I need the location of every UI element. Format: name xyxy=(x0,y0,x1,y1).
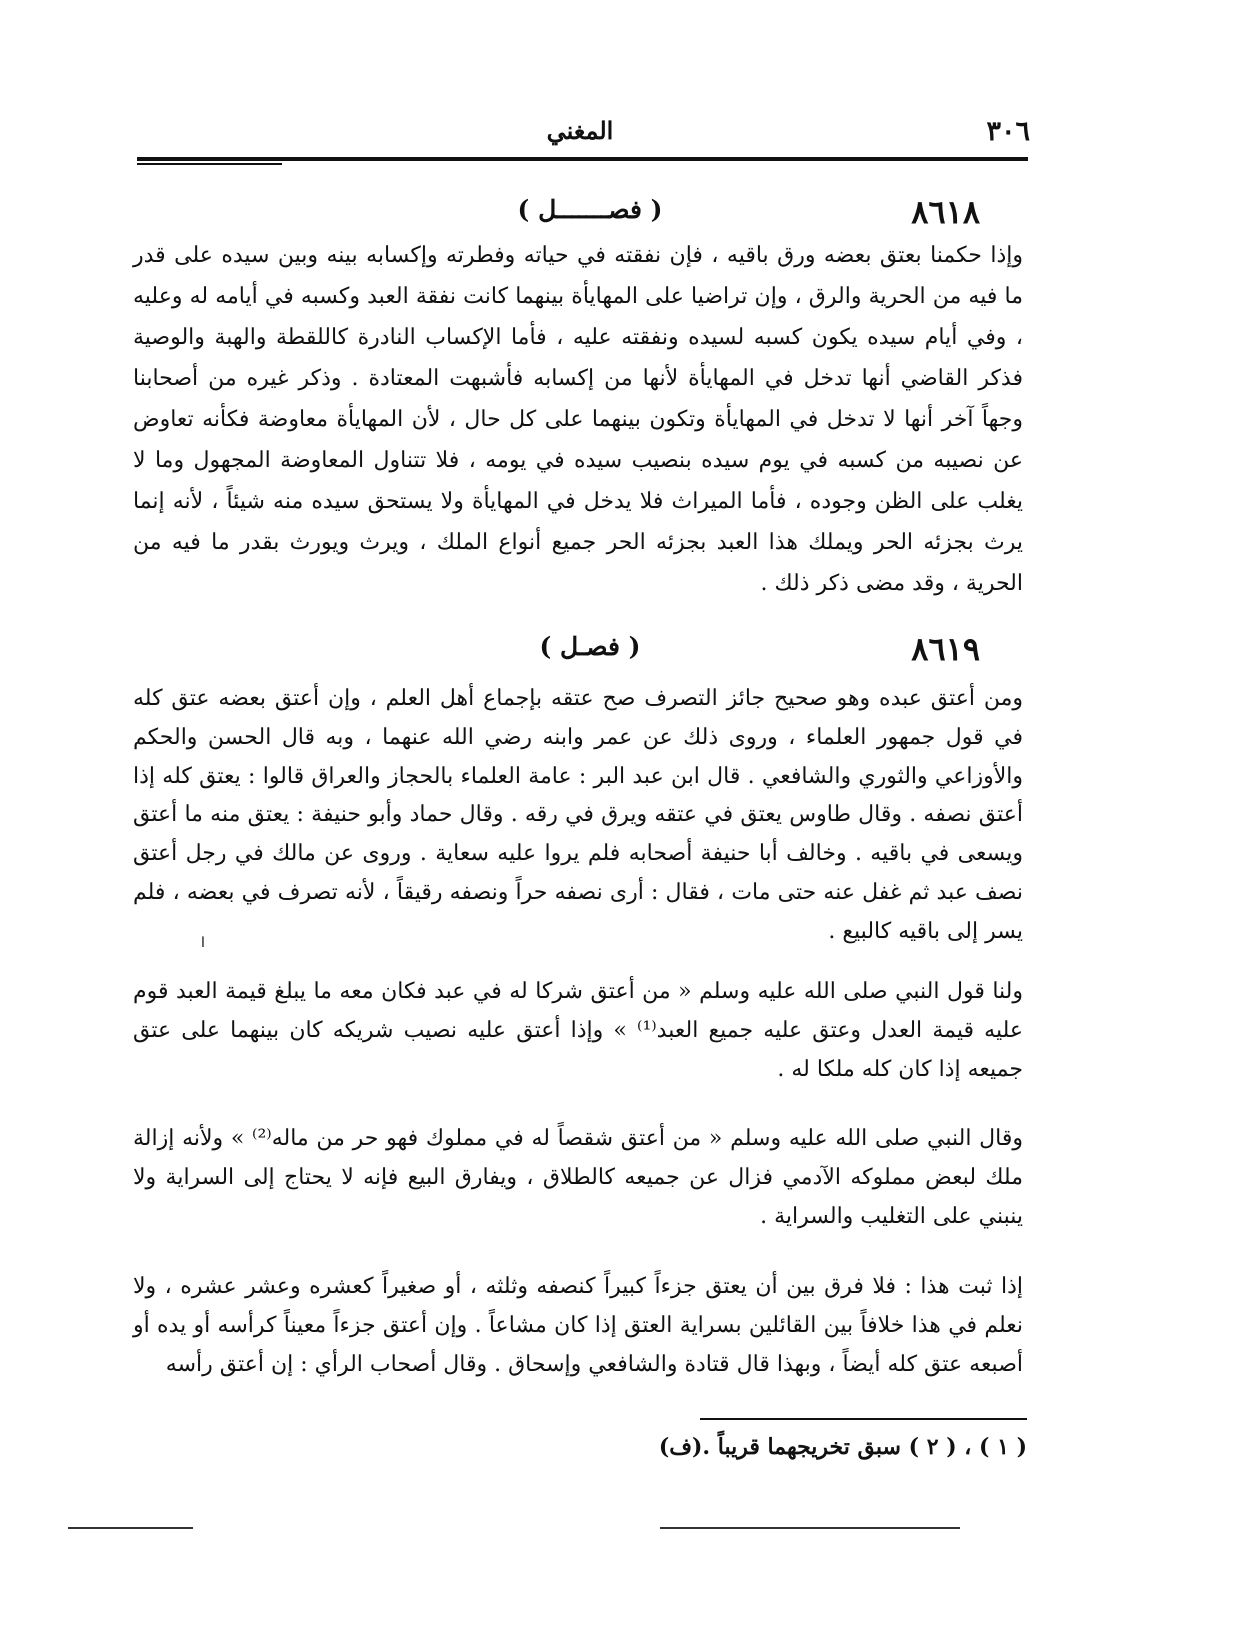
section-title: ( فصـل ) xyxy=(539,632,641,661)
section-title: ( فصـــــــل ) xyxy=(517,195,663,224)
paragraph: ولنا قول النبي صلى الله عليه وسلم « من أعتق شركا له في عبد فكان معه ما يبلغ قيمة العبد قوم عليه قيمة العدل وعتق عليه جميع العبد⁽¹⁾ » وإذا أعتق عليه نصيب شريكه كان بينهما على عتق جميعه إذا كان كله ملكا له . xyxy=(133,979,1023,1082)
section-number: ٨٦١٨ xyxy=(911,193,980,231)
paragraph: ومن أعتق عبده وهو صحيح جائز التصرف صح عتقه بإجماع أهل العلم ، وإن أعتق بعضه عتق كله في قول جمهور العلماء ، وروى ذلك عن عمر وابنه رضي الله عنهما ، وبه قال الحسن والحكم والأوزاعي والثوري والشافعي . قال ابن عبد البر : عامة العلماء بالحجاز والعراق قالوا : يعتق كله إذا أعتق نصفه . وقال طاوس يعتق في عتقه ويرق في رقه . وقال حماد وأبو حنيفة : يعتق منه ما أعتق ويسعى في باقيه . وخالف أبا حنيفة أصحابه فلم يروا عليه سعاية . وروى عن مالك في رجل أعتق نصف عبد ثم غفل عنه حتى مات ، فقال : أرى نصفه حراً ونصفه رقيقاً ، لأنه تصرف في بعضه ، فلم يسر إلى باقيه كالبيع . xyxy=(133,686,1023,944)
running-title: المغني xyxy=(546,116,614,145)
paragraph: وقال النبي صلى الله عليه وسلم « من أعتق شقصاً له في مملوك فهو حر من ماله⁽²⁾ » ولأنه إزالة ملك لبعض مملوكه الآدمي فزال عن جميعه كالطلاق ، ويفارق البيع فإنه لا يحتاج إلى السراية ولا ينبني على التغليب والسراية . xyxy=(133,1126,1024,1229)
paragraph: وإذا حكمنا بعتق بعضه ورق باقيه ، فإن نفقته في حياته وفطرته وإكسابه بينه وبين سيده على قدر ما فيه من الحرية والرق ، وإن تراضيا على المهايأة بينهما كانت نفقة العبد وكسبه في أيامه له وعليه ، وفي أيام سيده يكون كسبه لسيده ونفقته عليه ، فأما الإكساب النادرة كاللقطة والهبة والوصية فذكر القاضي أنها تدخل في المهايأة لأنها من إكسابه فأشبهت المعتادة . وذكر غيره من أصحابنا وجهاً آخر أنها لا تدخل في المهايأة وتكون بينهما على كل حال ، لأن المهايأة معاوضة فكأنه تعاوض عن نصيبه من كسبه في يوم سيده بنصيب سيده في يومه ، فلا تتناول المعاوضة المجهول وما لا يغلب على الظن وجوده ، فأما الميراث فلا يدخل في المهايأة ولا يستحق سيده منه شيئاً ، لأنه إنما يرث بجزئه الحر ويملك هذا العبد بجزئه الحر جميع أنواع الملك ، ويرث ويورث بقدر ما فيه من الحرية ، وقد مضى ذكر ذلك . xyxy=(133,243,1023,596)
page-number: ٣٠٦ xyxy=(986,116,1030,147)
footnote-rule xyxy=(700,1418,1027,1420)
header-rule-short xyxy=(137,163,282,165)
bottom-rule xyxy=(68,1527,193,1529)
margin-mark: ا xyxy=(201,935,205,951)
page-header xyxy=(130,116,1030,156)
bottom-rule xyxy=(660,1527,960,1529)
section-heading xyxy=(130,630,1030,676)
section-heading xyxy=(130,193,1030,239)
section-number: ٨٦١٩ xyxy=(911,630,980,668)
footnote: ( ١ ) ، ( ٢ ) سبق تخريجهما قريباً .(ف) xyxy=(658,1434,1027,1460)
paragraph: إذا ثبت هذا : فلا فرق بين أن يعتق جزءاً كبيراً كنصفه وثلثه ، أو صغيراً كعشره وعشر عشره ، ولا نعلم في هذا خلافاً بين القائلين بسراية العتق إذا كان مشاعاً . وإن أعتق جزءاً معيناً كرأسه أو يده أو أصبعه عتق كله أيضاً ، وبهذا قال قتادة والشافعي وإسحاق . وقال أصحاب الرأي : إن أعتق رأسه xyxy=(133,1274,1023,1377)
header-rule xyxy=(137,157,1028,161)
